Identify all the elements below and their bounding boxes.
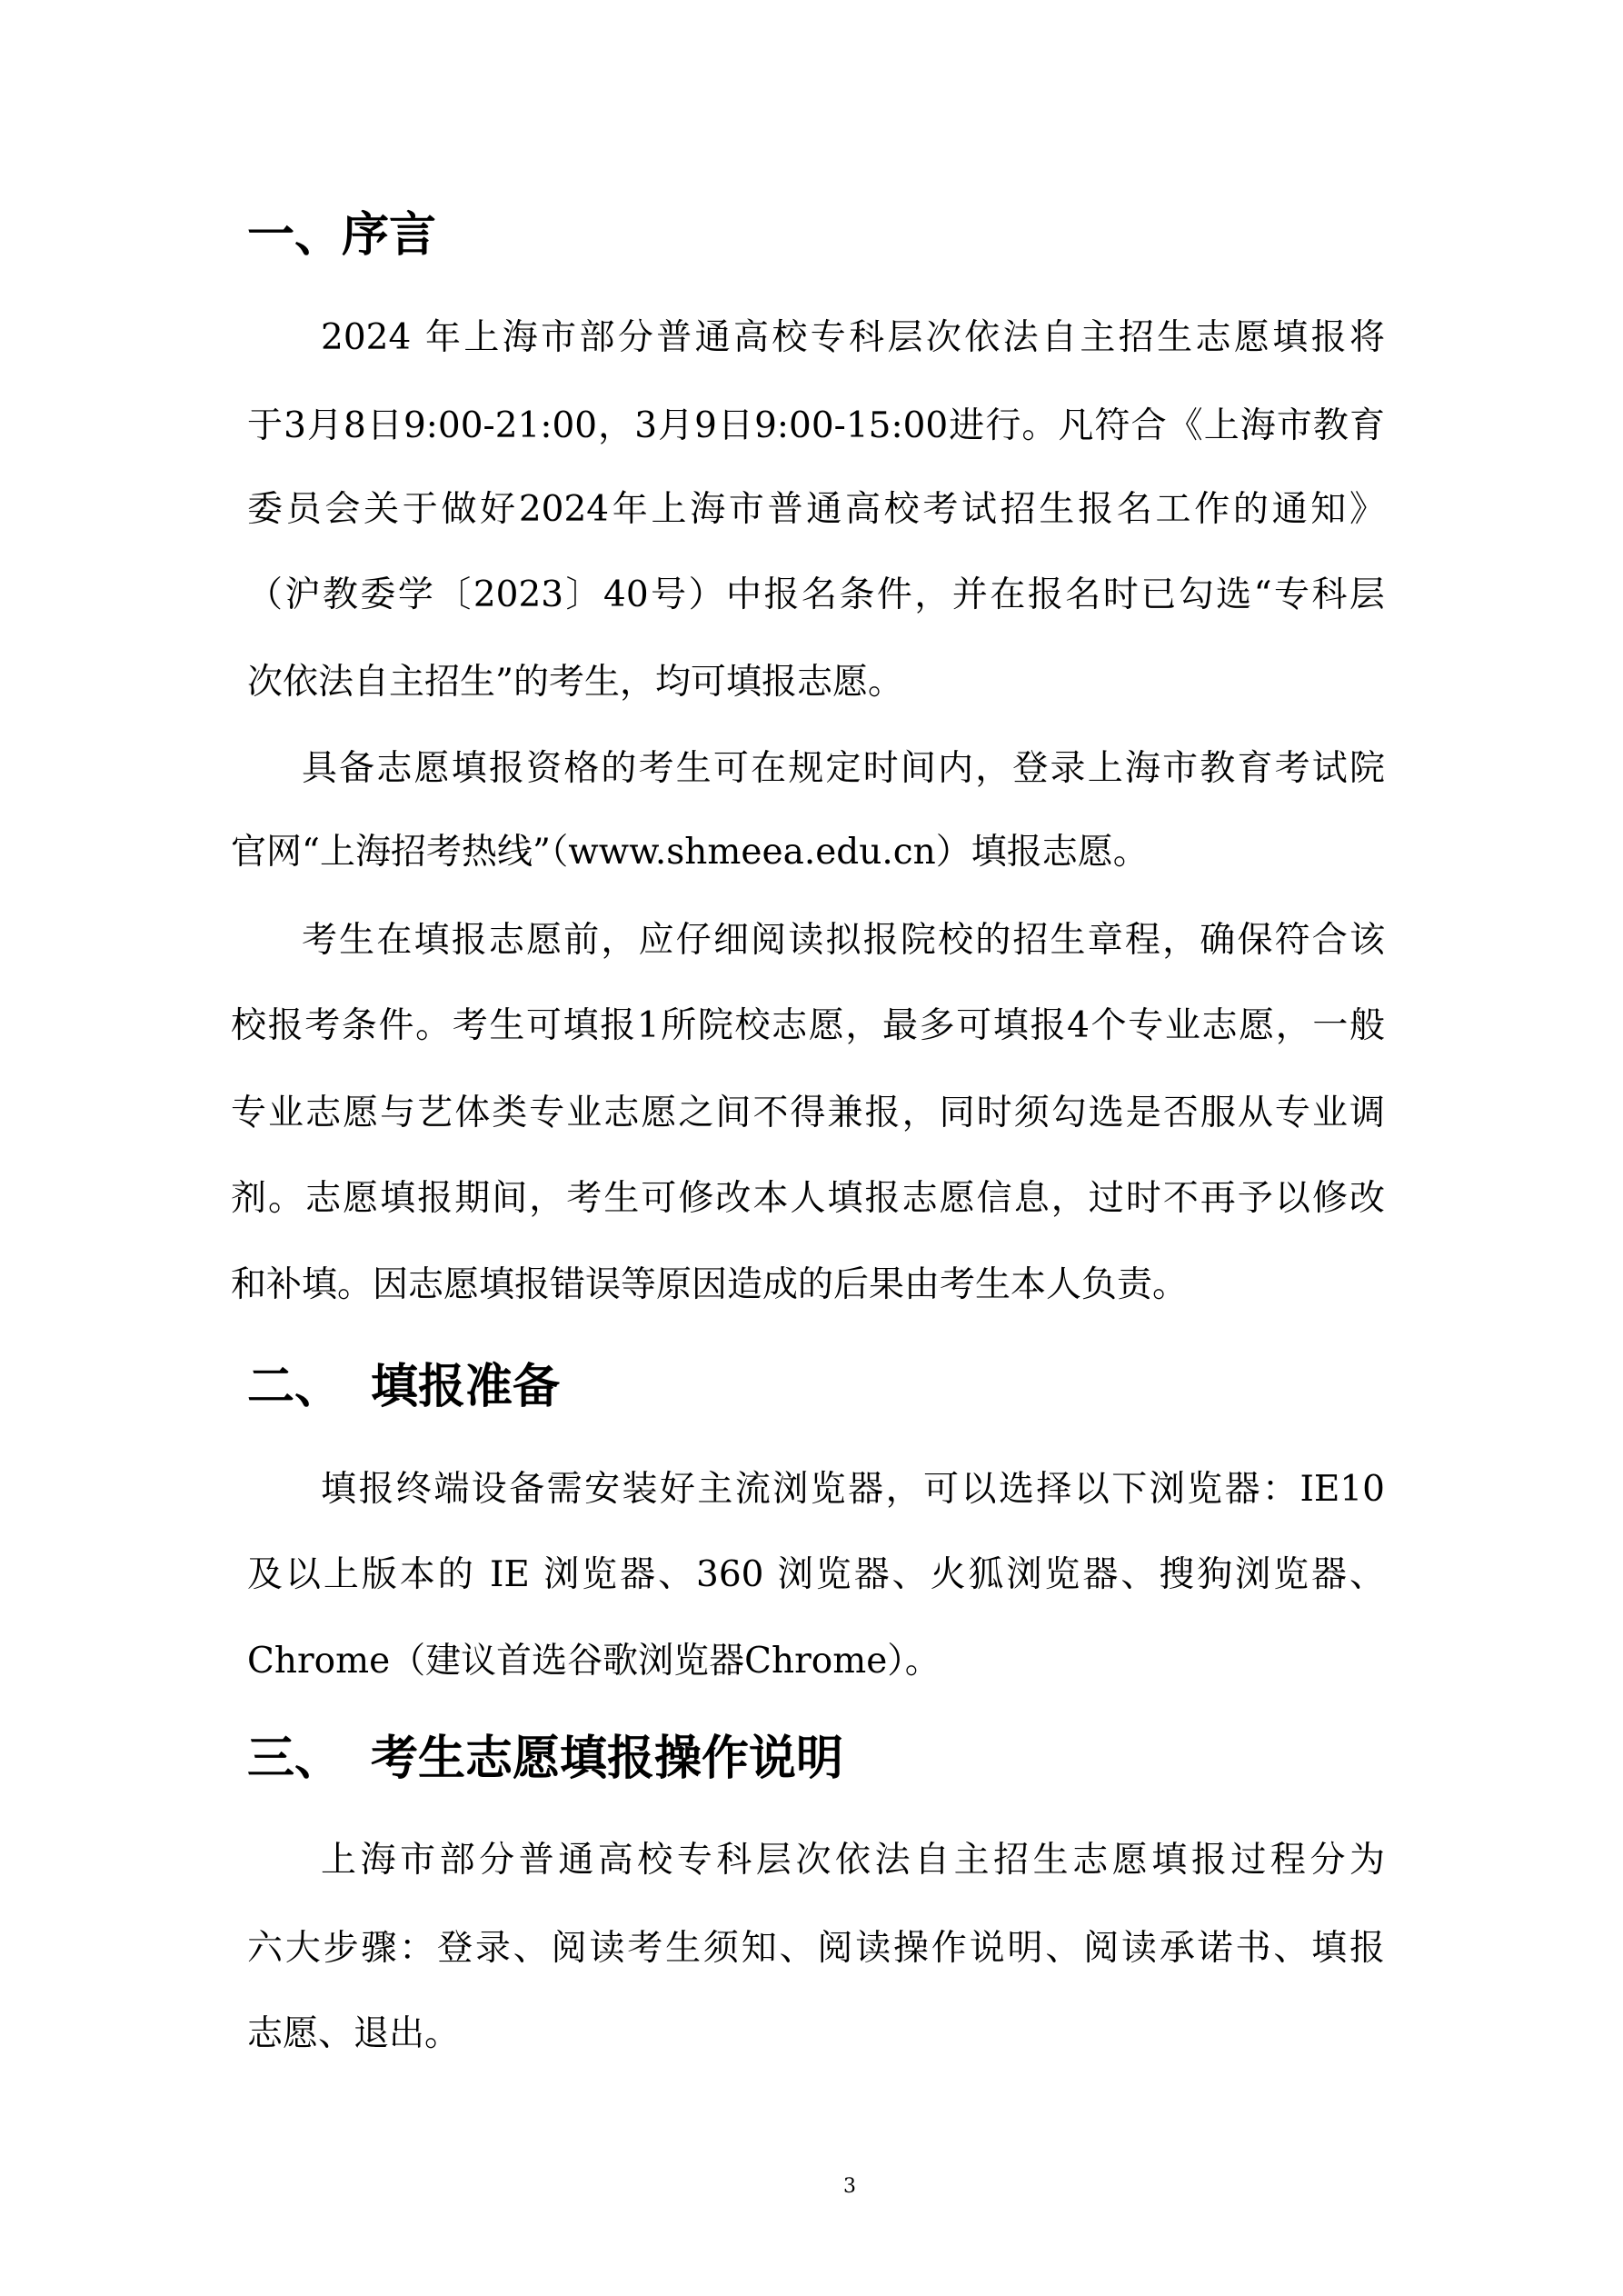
paragraph-line: 于3月8日9:00-21:00，3月9日9:00-15:00进行。凡符合《上海市教育 [247,405,1385,446]
paragraph-line: 及以上版本的 IE 浏览器、360 浏览器、火狐浏览器、搜狗浏览器、 [247,1554,1385,1595]
section-title: 考生志愿填报操作说明 [371,1732,844,1786]
paragraph-line: （沪教委学〔2023〕40号）中报名条件，并在报名时已勾选“专科层 [247,574,1385,615]
paragraph-line: 2024 年上海市部分普通高校专科层次依法自主招生志愿填报将 [321,317,1385,358]
paragraph-line: 委员会关于做好2024年上海市普通高校考试招生报名工作的通知》 [247,489,1385,530]
section-heading [247,205,436,265]
paragraph-line: Chrome（建议首选谷歌浏览器Chrome）。 [247,1641,941,1682]
paragraph-line: 专业志愿与艺体类专业志愿之间不得兼报，同时须勾选是否服从专业调 [231,1093,1385,1133]
section-title: 填报准备 [371,1360,561,1414]
paragraph-line: 六大步骤：登录、阅读考生须知、阅读操作说明、阅读承诺书、填报 [247,1928,1385,1969]
section-title: 序言 [342,208,437,263]
paragraph-line: 填报终端设备需安装好主流浏览器，可以选择以下浏览器：IE10 [321,1469,1385,1510]
paragraph-line: 次依法自主招生”的考生，均可填报志愿。 [247,662,903,703]
section-number: 二、 [247,1360,343,1414]
paragraph-line: 剂。志愿填报期间，考生可修改本人填报志愿信息，过时不再予以修改 [231,1178,1385,1219]
page-number: 3 [843,2175,856,2198]
paragraph-line: 官网“上海招考热线”（www.shmeea.edu.cn）填报志愿。 [231,832,1149,873]
section-number: 三、 [247,1732,343,1786]
paragraph-line: 上海市部分普通高校专科层次依法自主招生志愿填报过程分为 [321,1840,1385,1881]
paragraph-line: 具备志愿填报资格的考生可在规定时间内，登录上海市教育考试院 [302,748,1385,789]
paragraph-line: 和补填。因志愿填报错误等原因造成的后果由考生本人负责。 [231,1264,1189,1305]
paragraph-line: 考生在填报志愿前，应仔细阅读拟报院校的招生章程，确保符合该 [302,920,1385,961]
paragraph-line: 校报考条件。考生可填报1所院校志愿，最多可填报4个专业志愿，一般 [231,1005,1385,1046]
paragraph-line: 志愿、退出。 [247,2013,461,2054]
section-number: 一、 [247,208,343,263]
